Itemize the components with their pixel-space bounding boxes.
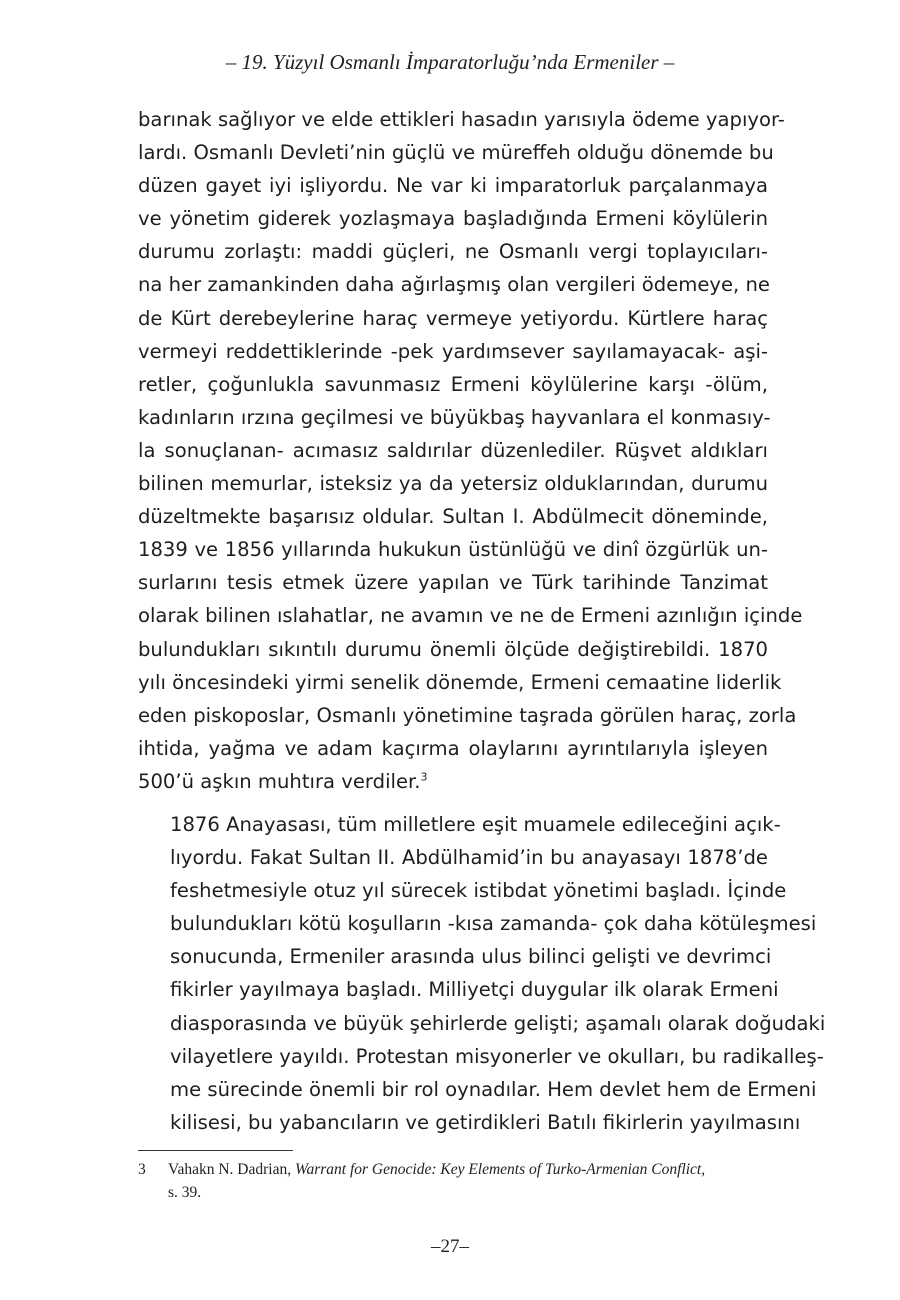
text-line: 1876 Anayasası, tüm milletlere eşit muamele edileceğini açık- bbox=[170, 812, 781, 836]
paragraph-2 bbox=[138, 808, 826, 1139]
footnote-pages: s. 39. bbox=[168, 1184, 202, 1201]
text-line: 1839 ve 1856 yıllarında hukukun üstünlüğü ve dinî özgürlük un- bbox=[138, 538, 768, 562]
page-number: –27– bbox=[431, 1236, 469, 1257]
text-line: ve yönetim giderek yozlaşmaya başladığında Ermeni köylülerin bbox=[138, 207, 768, 231]
text-line: lardı. Osmanlı Devleti’nin güçlü ve müreffeh olduğu dönemde bu bbox=[138, 141, 774, 165]
text-line: düzen gayet iyi işliyordu. Ne var ki imparatorluk parçalanmaya bbox=[138, 174, 768, 198]
text-line: fikirler yayılmaya başladı. Milliyetçi duygular ilk olarak Ermeni bbox=[170, 978, 779, 1002]
text-line: durumu zorlaştı: maddi güçleri, ne Osmanlı vergi toplayıcıları- bbox=[138, 240, 768, 264]
text-line: eden piskoposlar, Osmanlı yönetimine taşrada görülen haraç, zorla bbox=[138, 703, 797, 727]
text-line: me sürecinde önemli bir rol oynadılar. Hem devlet hem de Ermeni bbox=[170, 1077, 817, 1101]
paragraph-1 bbox=[138, 103, 803, 798]
text-line: feshetmesiyle otuz yıl sürecek istibdat yönetimi başladı. İçinde bbox=[170, 879, 787, 903]
footnote-reference[interactable]: 3 bbox=[420, 770, 428, 784]
body-text bbox=[138, 103, 826, 1139]
text-line: lıyordu. Fakat Sultan II. Abdülhamid’in bu anayasayı 1878’de bbox=[170, 846, 768, 870]
footnote-author: Vahakn N. Dadrian, bbox=[168, 1161, 292, 1178]
text-line: retler, çoğunlukla savunmasız Ermeni köylülerine karşı -ölüm, bbox=[138, 372, 768, 396]
text-line: diasporasında ve büyük şehirlerde gelişti; aşamalı olarak doğudaki bbox=[170, 1011, 826, 1035]
text-line: barınak sağlıyor ve elde ettikleri hasadın yarısıyla ödeme yapıyor- bbox=[138, 108, 785, 131]
text-line: vermeyi reddettiklerinde -pek yardımsever sayılamayacak- aşi- bbox=[138, 339, 768, 363]
text-line: la sonuçlanan- acımasız saldırılar düzenlediler. Rüşvet aldıkları bbox=[138, 438, 768, 462]
text-line: düzeltmekte başarısız oldular. Sultan I. Abdülmecit döneminde, bbox=[138, 505, 768, 529]
footnote-text bbox=[168, 1158, 768, 1204]
text-line: bulundukları kötü koşulların -kısa zamanda- çok daha kötüleşmesi bbox=[170, 912, 817, 936]
footnote bbox=[138, 1158, 768, 1204]
text-line: sonucunda, Ermeniler arasında ulus bilinci gelişti ve devrimci bbox=[170, 945, 772, 969]
text-line: kilisesi, bu yabancıların ve getirdikleri Batılı fikirlerin yayılmasını bbox=[170, 1110, 801, 1134]
footnote-divider bbox=[138, 1150, 293, 1151]
footnote-number: 3 bbox=[138, 1161, 146, 1178]
text-line: kadınların ırzına geçilmesi ve büyükbaş hayvanlara el konmasıy- bbox=[138, 405, 771, 429]
text-line: surlarını tesis etmek üzere yapılan ve Türk tarihinde Tanzimat bbox=[138, 571, 768, 595]
text-line: vilayetlere yayıldı. Protestan misyonerler ve okulları, bu radikalleş- bbox=[170, 1044, 824, 1068]
text-line: yılı öncesindeki yirmi senelik dönemde, Ermeni cemaatine liderlik bbox=[138, 670, 782, 694]
text-line: bilinen memurlar, isteksiz ya da yetersiz olduklarından, durumu bbox=[138, 472, 768, 496]
text-line: olarak bilinen ıslahatlar, ne avamın ve ne de Ermeni azınlığın içinde bbox=[138, 604, 803, 628]
text-line: ihtida, yağma ve adam kaçırma olaylarını ayrıntılarıyla işleyen bbox=[138, 736, 768, 760]
footnote-title: Warrant for Genocide: Key Elements of Turko-Armenian Conflict, bbox=[294, 1161, 706, 1178]
text-line: na her zamankinden daha ağırlaşmış olan vergileri ödemeye, ne bbox=[138, 273, 770, 297]
text-line: 500’ü aşkın muhtıra verdiler.$^3$ bbox=[138, 769, 428, 793]
running-header: – 19. Yüzyıl Osmanlı İmparatorluğu’nda Ermeniler – bbox=[225, 50, 675, 74]
text-line: de Kürt derebeylerine haraç vermeye yetiyordu. Kürtlere haraç bbox=[138, 306, 768, 330]
text-line: bulundukları sıkıntılı durumu önemli ölçüde değiştirebildi. 1870 bbox=[138, 637, 768, 661]
